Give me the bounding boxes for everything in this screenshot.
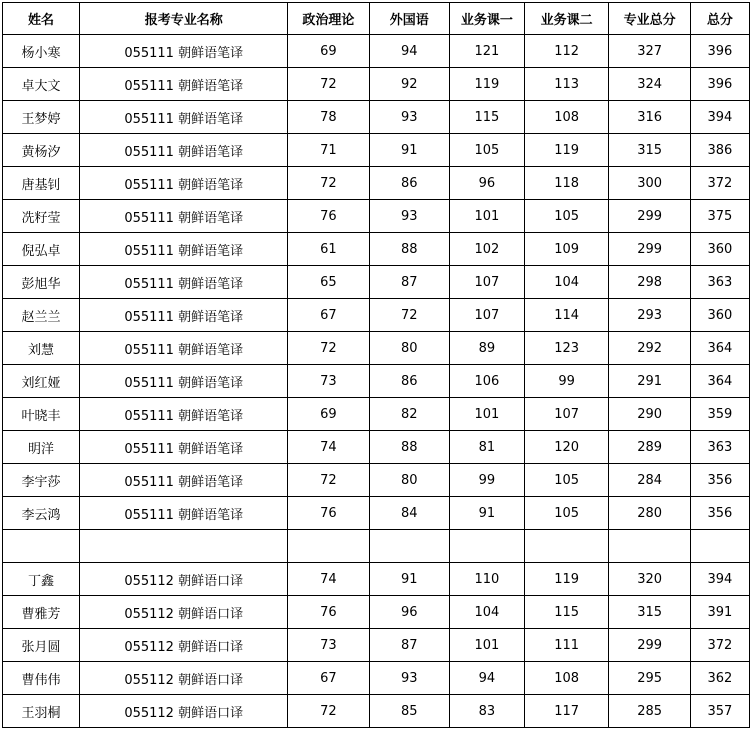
name-cell: 彭旭华 <box>3 266 80 299</box>
name-cell: 叶晓丰 <box>3 398 80 431</box>
major-total-cell: 291 <box>609 365 690 398</box>
name-cell: 曹伟伟 <box>3 662 80 695</box>
major-total-cell: 315 <box>609 596 690 629</box>
course-1-cell: 106 <box>449 365 524 398</box>
table-row <box>3 134 750 167</box>
foreign-language-cell: 86 <box>369 167 449 200</box>
major-cell: 055111 朝鲜语笔译 <box>80 365 288 398</box>
major-total-cell: 324 <box>609 68 690 101</box>
name-cell: 明洋 <box>3 431 80 464</box>
table-row <box>3 662 750 695</box>
course-1-cell: 107 <box>449 266 524 299</box>
total-cell: 372 <box>690 629 749 662</box>
table-row <box>3 629 750 662</box>
foreign-language-cell: 93 <box>369 662 449 695</box>
name-cell: 冼籽莹 <box>3 200 80 233</box>
course-1-cell: 105 <box>449 134 524 167</box>
course-1-cell: 102 <box>449 233 524 266</box>
major-cell: 055111 朝鲜语笔译 <box>80 431 288 464</box>
table-row <box>3 233 750 266</box>
course-1-cell: 89 <box>449 332 524 365</box>
total-cell: 356 <box>690 497 749 530</box>
course-2-cell: 99 <box>524 365 609 398</box>
major-total-cell: 290 <box>609 398 690 431</box>
total-cell: 394 <box>690 563 749 596</box>
foreign-language-cell: 91 <box>369 563 449 596</box>
major-total-cell: 299 <box>609 200 690 233</box>
course-2-cell: 114 <box>524 299 609 332</box>
course-2-cell: 123 <box>524 332 609 365</box>
header-total: 总分 <box>690 3 749 35</box>
course-1-cell: 81 <box>449 431 524 464</box>
major-cell: 055111 朝鲜语笔译 <box>80 497 288 530</box>
foreign-language-cell: 80 <box>369 332 449 365</box>
foreign-language-cell: 88 <box>369 431 449 464</box>
politics-cell: 74 <box>288 431 369 464</box>
politics-cell: 76 <box>288 497 369 530</box>
header-foreign-language: 外国语 <box>369 3 449 35</box>
politics-cell: 69 <box>288 35 369 68</box>
course-2-cell: 107 <box>524 398 609 431</box>
total-cell: 396 <box>690 35 749 68</box>
course-2-cell: 115 <box>524 596 609 629</box>
course-1-cell: 107 <box>449 299 524 332</box>
course-2-cell: 109 <box>524 233 609 266</box>
politics-cell: 67 <box>288 662 369 695</box>
major-total-cell: 299 <box>609 629 690 662</box>
foreign-language-cell: 88 <box>369 233 449 266</box>
major-total-cell: 293 <box>609 299 690 332</box>
course-1-cell: 99 <box>449 464 524 497</box>
total-cell: 386 <box>690 134 749 167</box>
course-2-cell: 118 <box>524 167 609 200</box>
header-course-1: 业务课一 <box>449 3 524 35</box>
total-cell: 372 <box>690 167 749 200</box>
major-cell: 055111 朝鲜语笔译 <box>80 68 288 101</box>
course-1-cell: 119 <box>449 68 524 101</box>
header-course-2: 业务课二 <box>524 3 609 35</box>
major-cell: 055111 朝鲜语笔译 <box>80 200 288 233</box>
course-2-cell: 117 <box>524 695 609 728</box>
header-row <box>3 3 750 35</box>
course-1-cell: 115 <box>449 101 524 134</box>
course-2-cell: 119 <box>524 563 609 596</box>
major-cell: 055111 朝鲜语笔译 <box>80 332 288 365</box>
politics-cell: 76 <box>288 200 369 233</box>
header-major-total: 专业总分 <box>609 3 690 35</box>
foreign-language-cell: 96 <box>369 596 449 629</box>
course-1-cell: 104 <box>449 596 524 629</box>
foreign-language-cell: 87 <box>369 266 449 299</box>
course-2-cell: 104 <box>524 266 609 299</box>
major-total-cell: 298 <box>609 266 690 299</box>
name-cell: 李云鸿 <box>3 497 80 530</box>
total-cell: 359 <box>690 398 749 431</box>
major-cell: 055112 朝鲜语口译 <box>80 563 288 596</box>
politics-cell: 78 <box>288 101 369 134</box>
written-translation-rows <box>3 35 750 530</box>
name-cell: 王梦婷 <box>3 101 80 134</box>
table-row <box>3 332 750 365</box>
separator <box>3 530 750 563</box>
name-cell: 杨小寒 <box>3 35 80 68</box>
foreign-language-cell: 85 <box>369 695 449 728</box>
major-total-cell: 316 <box>609 101 690 134</box>
major-total-cell: 300 <box>609 167 690 200</box>
header-major: 报考专业名称 <box>80 3 288 35</box>
major-total-cell: 315 <box>609 134 690 167</box>
foreign-language-cell: 94 <box>369 35 449 68</box>
major-cell: 055112 朝鲜语口译 <box>80 695 288 728</box>
interpretation-rows <box>3 563 750 728</box>
course-1-cell: 91 <box>449 497 524 530</box>
table-row <box>3 563 750 596</box>
course-2-cell: 119 <box>524 134 609 167</box>
name-cell: 刘慧 <box>3 332 80 365</box>
name-cell: 赵兰兰 <box>3 299 80 332</box>
name-cell: 刘红娅 <box>3 365 80 398</box>
major-cell: 055112 朝鲜语口译 <box>80 629 288 662</box>
major-total-cell: 320 <box>609 563 690 596</box>
table-row <box>3 596 750 629</box>
total-cell: 356 <box>690 464 749 497</box>
course-2-cell: 105 <box>524 497 609 530</box>
table-row <box>3 365 750 398</box>
politics-cell: 72 <box>288 332 369 365</box>
major-cell: 055112 朝鲜语口译 <box>80 662 288 695</box>
course-2-cell: 112 <box>524 35 609 68</box>
table-row <box>3 398 750 431</box>
table-row <box>3 464 750 497</box>
major-cell: 055112 朝鲜语口译 <box>80 596 288 629</box>
total-cell: 396 <box>690 68 749 101</box>
course-1-cell: 101 <box>449 629 524 662</box>
table-row <box>3 266 750 299</box>
major-cell: 055111 朝鲜语笔译 <box>80 134 288 167</box>
score-table <box>2 2 750 728</box>
major-total-cell: 295 <box>609 662 690 695</box>
total-cell: 362 <box>690 662 749 695</box>
course-1-cell: 83 <box>449 695 524 728</box>
course-2-cell: 108 <box>524 662 609 695</box>
major-cell: 055111 朝鲜语笔译 <box>80 398 288 431</box>
course-1-cell: 96 <box>449 167 524 200</box>
name-cell: 倪弘卓 <box>3 233 80 266</box>
name-cell: 王羽桐 <box>3 695 80 728</box>
foreign-language-cell: 92 <box>369 68 449 101</box>
name-cell: 李宇莎 <box>3 464 80 497</box>
header-name: 姓名 <box>3 3 80 35</box>
name-cell: 曹雅芳 <box>3 596 80 629</box>
major-cell: 055111 朝鲜语笔译 <box>80 464 288 497</box>
total-cell: 375 <box>690 200 749 233</box>
name-cell: 张月圆 <box>3 629 80 662</box>
politics-cell: 72 <box>288 167 369 200</box>
course-2-cell: 105 <box>524 464 609 497</box>
table-row <box>3 497 750 530</box>
foreign-language-cell: 86 <box>369 365 449 398</box>
name-cell: 卓大文 <box>3 68 80 101</box>
foreign-language-cell: 93 <box>369 200 449 233</box>
total-cell: 360 <box>690 299 749 332</box>
table-row <box>3 431 750 464</box>
major-cell: 055111 朝鲜语笔译 <box>80 167 288 200</box>
major-total-cell: 285 <box>609 695 690 728</box>
table-row <box>3 200 750 233</box>
total-cell: 363 <box>690 266 749 299</box>
major-total-cell: 292 <box>609 332 690 365</box>
politics-cell: 72 <box>288 695 369 728</box>
name-cell: 唐基钊 <box>3 167 80 200</box>
course-1-cell: 101 <box>449 398 524 431</box>
course-1-cell: 94 <box>449 662 524 695</box>
table-row <box>3 101 750 134</box>
course-2-cell: 108 <box>524 101 609 134</box>
major-total-cell: 299 <box>609 233 690 266</box>
major-cell: 055111 朝鲜语笔译 <box>80 299 288 332</box>
politics-cell: 72 <box>288 68 369 101</box>
name-cell: 丁鑫 <box>3 563 80 596</box>
major-total-cell: 280 <box>609 497 690 530</box>
foreign-language-cell: 93 <box>369 101 449 134</box>
major-total-cell: 327 <box>609 35 690 68</box>
course-2-cell: 111 <box>524 629 609 662</box>
total-cell: 357 <box>690 695 749 728</box>
foreign-language-cell: 87 <box>369 629 449 662</box>
politics-cell: 73 <box>288 629 369 662</box>
course-1-cell: 110 <box>449 563 524 596</box>
politics-cell: 69 <box>288 398 369 431</box>
table-row <box>3 167 750 200</box>
total-cell: 364 <box>690 365 749 398</box>
total-cell: 363 <box>690 431 749 464</box>
table-row <box>3 68 750 101</box>
total-cell: 394 <box>690 101 749 134</box>
table-row <box>3 35 750 68</box>
table-row <box>3 299 750 332</box>
major-cell: 055111 朝鲜语笔译 <box>80 233 288 266</box>
major-cell: 055111 朝鲜语笔译 <box>80 266 288 299</box>
major-total-cell: 289 <box>609 431 690 464</box>
politics-cell: 71 <box>288 134 369 167</box>
major-cell: 055111 朝鲜语笔译 <box>80 101 288 134</box>
politics-cell: 73 <box>288 365 369 398</box>
foreign-language-cell: 91 <box>369 134 449 167</box>
course-1-cell: 101 <box>449 200 524 233</box>
spacer-row <box>3 530 750 563</box>
total-cell: 360 <box>690 233 749 266</box>
total-cell: 391 <box>690 596 749 629</box>
course-1-cell: 121 <box>449 35 524 68</box>
politics-cell: 72 <box>288 464 369 497</box>
major-cell: 055111 朝鲜语笔译 <box>80 35 288 68</box>
major-total-cell: 284 <box>609 464 690 497</box>
header-politics: 政治理论 <box>288 3 369 35</box>
foreign-language-cell: 72 <box>369 299 449 332</box>
foreign-language-cell: 80 <box>369 464 449 497</box>
foreign-language-cell: 84 <box>369 497 449 530</box>
total-cell: 364 <box>690 332 749 365</box>
foreign-language-cell: 82 <box>369 398 449 431</box>
politics-cell: 67 <box>288 299 369 332</box>
course-2-cell: 113 <box>524 68 609 101</box>
course-2-cell: 120 <box>524 431 609 464</box>
name-cell: 黄杨汐 <box>3 134 80 167</box>
politics-cell: 65 <box>288 266 369 299</box>
table-row <box>3 695 750 728</box>
politics-cell: 74 <box>288 563 369 596</box>
politics-cell: 76 <box>288 596 369 629</box>
course-2-cell: 105 <box>524 200 609 233</box>
politics-cell: 61 <box>288 233 369 266</box>
